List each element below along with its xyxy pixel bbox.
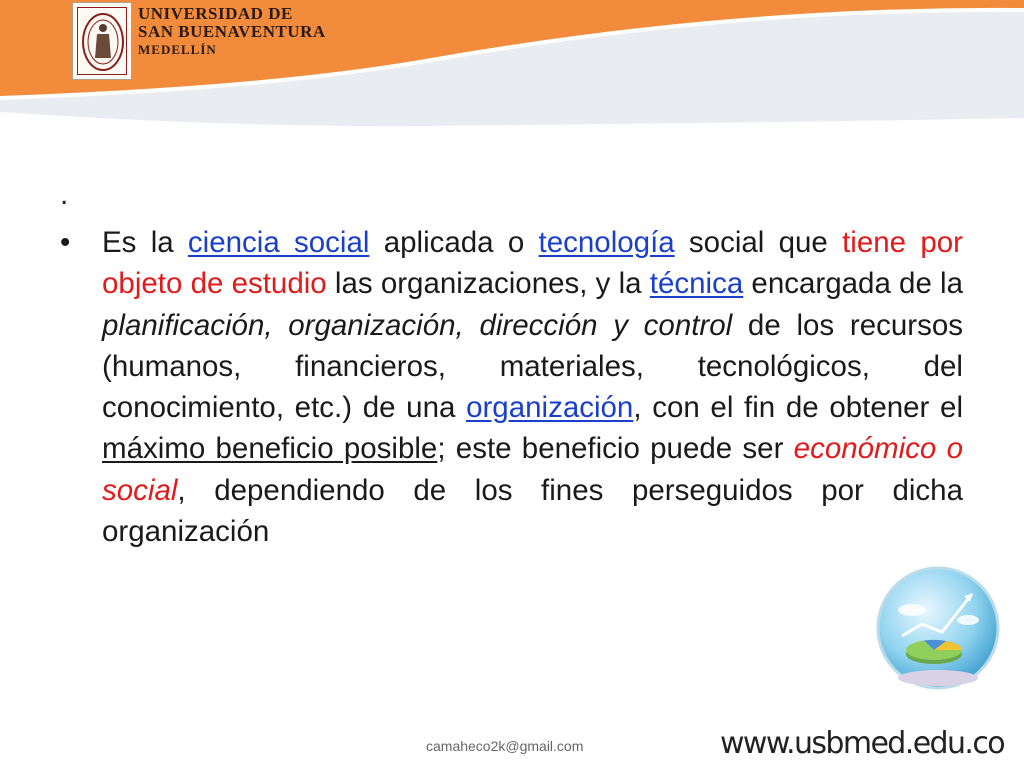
text-segment: de los recursos (humanos, financieros, materiales, tecnológicos, del conocimiento, etc.) de una: [102, 308, 963, 425]
italic-red-text: económico o social: [102, 432, 963, 507]
text-segment: aplicada o: [369, 226, 539, 259]
slide-body: [60, 222, 963, 552]
link-organizacion[interactable]: organización: [466, 391, 634, 425]
text-segment: las organizaciones, y la: [326, 267, 650, 301]
text-segment: social que: [674, 226, 843, 259]
header-banner: [0, 0, 1024, 130]
university-line2: SAN BUENAVENTURA: [138, 22, 326, 41]
text-segment: , dependiendo de los fines perseguidos por dicha organización: [102, 473, 963, 549]
bullet-glyph: •: [60, 226, 71, 259]
seal-emblem-icon: [78, 8, 128, 76]
globe-chart-icon: [872, 566, 1004, 698]
university-line1: UNIVERSIDAD DE: [138, 4, 293, 23]
university-line3: MEDELLÍN: [138, 42, 217, 57]
underlined-text: máximo beneficio posible: [102, 432, 438, 466]
bullet-item: [60, 222, 963, 552]
link-ciencia-social[interactable]: ciencia social: [187, 226, 370, 259]
university-seal-logo: [72, 2, 132, 80]
footer-email: camaheco2k@gmail.com: [426, 738, 584, 754]
italic-text: planificación, organización, dirección y control: [102, 308, 733, 342]
text-segment: ; este beneficio puede ser: [437, 432, 794, 466]
link-tecnica[interactable]: técnica: [649, 267, 744, 301]
link-tecnologia[interactable]: tecnología: [538, 226, 675, 259]
text-segment: Es la: [102, 226, 188, 259]
empty-bullet-dot: .: [60, 178, 69, 211]
university-name: [138, 5, 326, 59]
text-segment: , con el fin de obtener el: [633, 391, 963, 425]
footer-website: www.usbmed.edu.co: [719, 726, 1004, 761]
text-segment: encargada de la: [743, 267, 964, 301]
bullet-text: [102, 222, 963, 552]
highlight-red-text: tiene por objeto de estudio: [102, 226, 963, 301]
